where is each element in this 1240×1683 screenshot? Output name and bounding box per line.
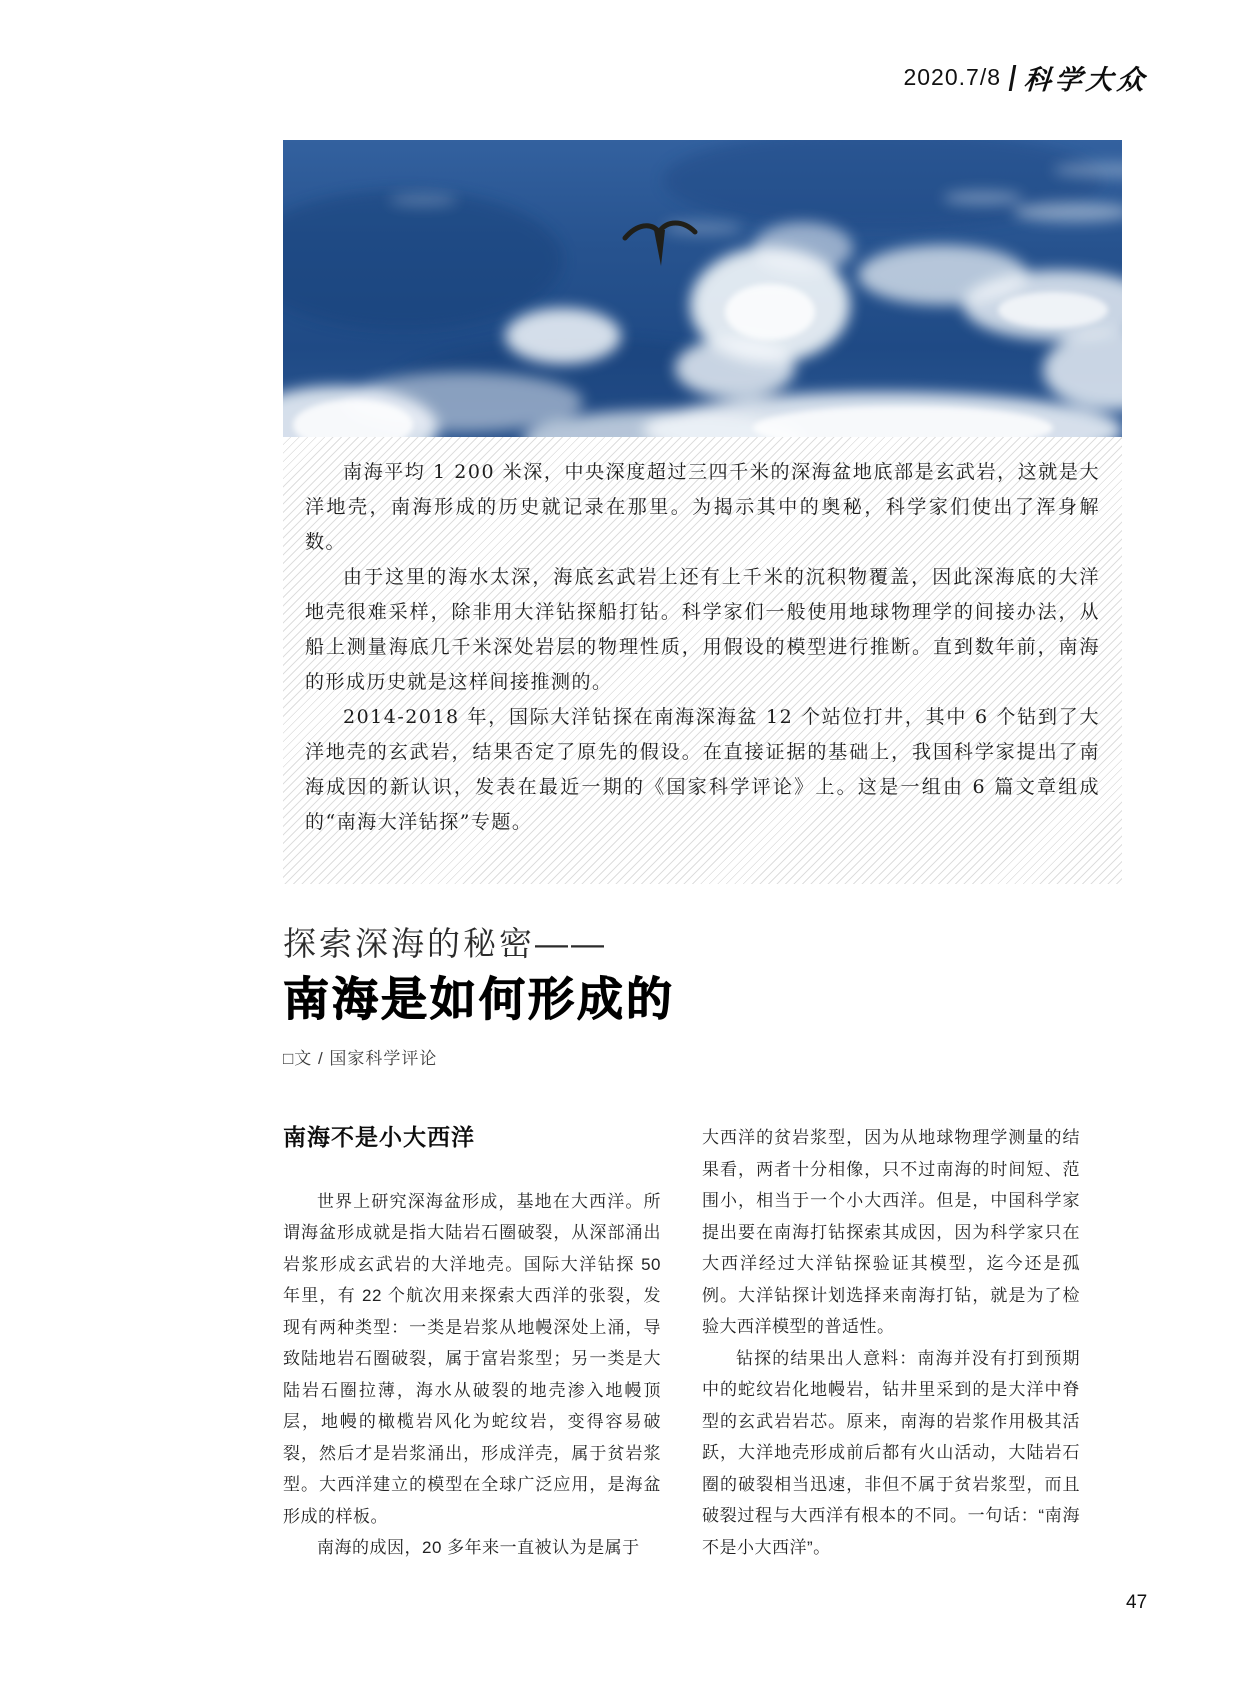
issue-date: 2020.7/8 (903, 64, 1001, 90)
header-divider (1009, 65, 1017, 91)
intro-paragraph: 南海平均 1 200 米深，中央深度超过三四千米的深海盆地底部是玄武岩，这就是大洋地壳，南海形成的历史就记录在那里。为揭示其中的奥秘，科学家们使出了浑身解数。 (305, 461, 1100, 553)
section-heading: 南海不是小大西洋 (283, 1124, 475, 1150)
column-right (702, 1122, 1080, 1564)
body-paragraph: 世界上研究深海盆形成，基地在大西洋。所谓海盆形成就是指大陆岩石圈破裂，从深部涌出岩浆形成玄武岩的大洋地壳。国际大洋钻探 50 年里，有 22 个航次用来探索大西洋的张裂，发现有两种类型：一类是岩浆从地幔深处上涌，导致陆地岩石圈破裂，属于富岩浆型；另一类是大陆岩石圈拉薄，海水从破裂的地壳渗入地幔顶层，地幔的橄榄岩风化为蛇纹岩，变得容易破裂，然后才是岩浆涌出，形成洋壳，属于贫岩浆型。大西洋建立的模型在全球广泛应用，是海盆形成的样板。 (283, 1191, 661, 1526)
body-paragraph: 钻探的结果出人意料：南海并没有打到预期中的蛇纹岩化地幔岩，钻井里采到的是大洋中脊型的玄武岩岩芯。原来，南海的岩浆作用极其活跃，大洋地壳形成前后都有火山活动，大陆岩石圈的破裂相当迅速，非但不属于贫岩浆型，而且破裂过程与大西洋有根本的不同。一句话：“南海不是小大西洋”。 (702, 1348, 1080, 1557)
intro-paragraph: 由于这里的海水太深，海底玄武岩上还有上千米的沉积物覆盖，因此深海底的大洋地壳很难采样，除非用大洋钻探船打钻。科学家们一般使用地球物理学的间接办法，从船上测量海底几千米深处岩层的物理性质，用假设的模型进行推断。直到数年前，南海的形成历史就是这样间接推测的。 (305, 566, 1100, 693)
page-number: 47 (1126, 1592, 1148, 1613)
intro-panel (283, 437, 1122, 884)
intro-paragraph: 2014-2018 年，国际大洋钻探在南海深海盆 12 个站位打井，其中 6 个钻到了大洋地壳的玄武岩，结果否定了原先的假设。在直接证据的基础上，我国科学家提出了南海成因的新认识，发表在最近一期的《国家科学评论》上。这是一组由 6 篇文章组成的“南海大洋钻探”专题。 (305, 706, 1100, 833)
article-title: 南海是如何形成的 (283, 973, 675, 1025)
column-left (283, 1122, 661, 1564)
body-paragraph: 大西洋的贫岩浆型，因为从地球物理学测量的结果看，两者十分相像，只不过南海的时间短、范围小，相当于一个小大西洋。但是，中国科学家提出要在南海打钻探索其成因，因为科学家只在大西洋经过大洋钻探验证其模型，迄今还是孤例。大洋钻探计划选择来南海打钻，就是为了检验大西洋模型的普适性。 (702, 1128, 1080, 1336)
magazine-header (903, 58, 1148, 97)
magazine-logo: 科学大众 (1022, 65, 1149, 96)
ocean-waves-illustration (283, 140, 1122, 437)
hero-photo (283, 140, 1122, 437)
body-paragraph: 南海的成因，20 多年来一直被认为是属于 (317, 1538, 640, 1557)
article-kicker: 探索深海的秘密—— (283, 925, 607, 962)
article-body (283, 1122, 1080, 1564)
article-byline: □文 / 国家科学评论 (283, 1049, 438, 1068)
article-title-block (283, 922, 675, 1069)
